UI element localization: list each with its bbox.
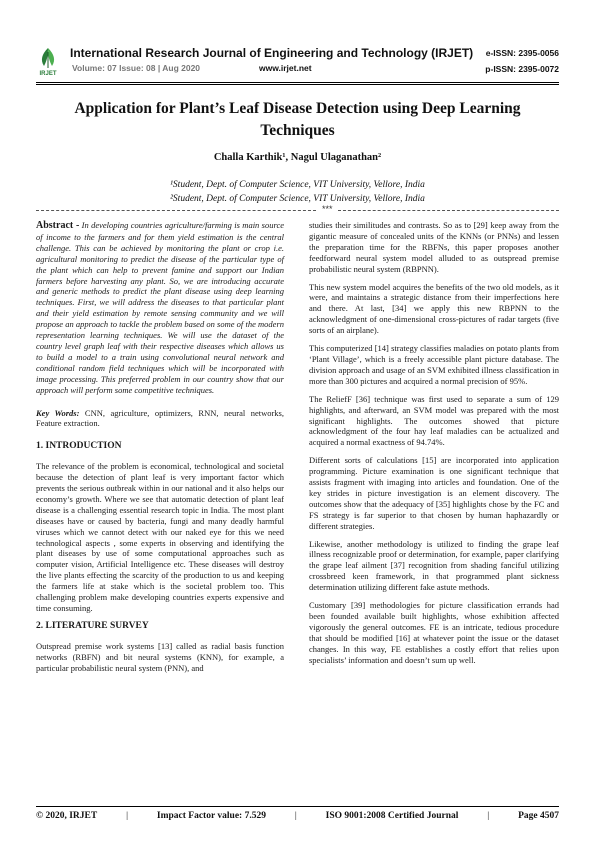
paragraph: This new system model acquires the benefits of the two old models, as it were, and maintains a strategic distance from their imperfections here and there. At last, [34] we apply this new RBPNN to the acknowledgment of one-dimensional cross-pictures of radar targets (five sorts of an airplane). bbox=[309, 281, 559, 336]
footer-iso: ISO 9001:2008 Certified Journal bbox=[325, 811, 459, 821]
affiliation-2: ²Student, Dept. of Computer Science, VIT University, Vellore, India bbox=[170, 194, 425, 204]
section-heading-introduction: 1. INTRODUCTION bbox=[36, 441, 122, 452]
logo-text: IRJET bbox=[39, 71, 57, 76]
introduction-paragraph: The relevance of the problem is economical, technological and societal because the detection of plant leaf is very important factor which prevents the serious outbreak within in our national and it also helps our economy’s growth. Where we see that automatic detection of plant leaf disease is a challenging essential research topic in India. The most plant diseases have or caused by bacteria, fungi and many deadly harmful viruses which we cannot detect with our naked eye for this we need technological aspects , some experts in observing and identifying the plant diseases by use of some computational approaches such as computer vision, Artificial Intelligence etc. These diseases will destroy the live plants effecting the scarcity of the production to us and keeping the farmers life at stake which is the societal problem too. This challenging problem make developing countries experts expensive and time consuming. bbox=[36, 461, 284, 613]
volume-issue: Volume: 07 Issue: 08 | Aug 2020 bbox=[72, 63, 201, 73]
affiliation-1: ¹Student, Dept. of Computer Science, VIT University, Vellore, India bbox=[170, 180, 425, 190]
header-rule-secondary bbox=[36, 84, 559, 85]
paragraph: studies their similitudes and contrasts. So as to [29] keep away from the gigantic measure of concealed units of the KNNs (or PNNs) and lessen the preparation time for the RBFNs, this paper proposes another feedforward neural system model alluded to as outspread premise probabilistic neural system (RBPNN). bbox=[309, 220, 559, 274]
irjet-logo bbox=[36, 46, 60, 76]
paper-title: Application for Plant’s Leaf Disease Detection using Deep Learning Techniques bbox=[74, 100, 521, 139]
keywords bbox=[36, 408, 284, 430]
section-separator bbox=[36, 206, 559, 214]
page-header bbox=[36, 44, 559, 80]
paragraph: Likewise, another methodology is utilized to finding the grape leaf illness recognizable proof or determination, for example, paper clarifying the grape leaf ailment [37] recognition from shading fanciful utilizing crossbreed keen framework, in that programmed plant sickness determination utilizing different fake astute methods. bbox=[309, 538, 559, 593]
literature-survey-paragraph: Outspread premise work systems [13] called as radial basis function networks (RBFN) and bit neural systems (KNN), for example, a particular probabilistic neural system (PNN), and bbox=[36, 640, 284, 673]
abstract-text: In developing countries agriculture/farming is main source of income to the farmers and for them yield estimation is the central challenge. This can be achieved by monitoring the plant or crop i.e. agricultural monitoring to predict the disease of the particular type of the plant which can help to prevent famine and support our Indian farmers before harvesting any plant. So, we are introducing accurate and generic methods to predict the plant disease using deep learning techniques. First, we will address the diseases to that particular plant and their yield estimation by remote sensing community and we will propose an approach to tackle the problem based on some of the modern representation learning techniques. We will use the dataset of the country level graph leaf with their respective diseases which allows us to build a model to a train using convolutional neural network and conditional random field techniques which will be incorporated with image processing. This preferred problem in our country show that our approach will perform some competitive techniques. bbox=[36, 220, 285, 395]
keywords-label: Key Words: bbox=[36, 407, 80, 418]
footer-impact-factor: Impact Factor value: 7.529 bbox=[156, 811, 266, 821]
abstract bbox=[36, 220, 284, 396]
separator-stars: *** bbox=[322, 204, 333, 214]
keywords-text: CNN, agriculture, optimizers, RNN, neural networks, Feature extraction. bbox=[36, 407, 284, 429]
section-heading-literature-survey: 2. LITERATURE SURVEY bbox=[36, 620, 149, 631]
left-column bbox=[36, 220, 284, 681]
paragraph: Different sorts of calculations [15] are incorporated into application programming. Picture examination is one significant technique that assists fragment with imaging into articles and foundation. One of the key strides in picture investigation is an element discovery. The outcomes show that the adequacy of [35] highlights chose by the FC and FS strategy is far superior to that chosen by human haphazardly or different strategies. bbox=[309, 455, 559, 531]
paragraph: This computerized [14] strategy classifies maladies on potato plants from ‘Plant Village’, which is a freely accessible plant picture database. The division approach and usage of an SVM exhibited illness classification in more than 300 pictures and acquired a normal precision of 95%. bbox=[309, 343, 559, 386]
paper-authors: Challa Karthik¹, Nagul Ulaganathan² bbox=[213, 152, 382, 163]
footer-rule bbox=[36, 806, 559, 807]
p-issn: p-ISSN: 2395-0072 bbox=[485, 64, 559, 74]
footer-divider: | bbox=[126, 811, 128, 821]
right-column bbox=[309, 220, 559, 673]
paragraph: The ReliefF [36] technique was first used to separate a sum of 129 highlights, and afterward, an SVM model was prepared with the most significant highlights. The outcomes showed that picture acknowledgment of the four hay leaf maladies can be actualized and acquired a normal exactness of 94.74%. bbox=[309, 393, 559, 448]
journal-website-link[interactable]: www.irjet.net bbox=[259, 63, 312, 73]
abstract-label: Abstract - bbox=[36, 220, 80, 231]
journal-title: International Research Journal of Engineering and Technology (IRJET) bbox=[70, 46, 474, 60]
header-rule bbox=[36, 82, 559, 83]
footer-divider: | bbox=[294, 811, 297, 821]
footer-copyright: © 2020, IRJET bbox=[36, 811, 98, 821]
footer-divider: | bbox=[487, 811, 490, 821]
e-issn: e-ISSN: 2395-0056 bbox=[485, 48, 559, 58]
footer-page-number: Page 4507 bbox=[518, 811, 559, 821]
paragraph: Customary [39] methodologies for picture classification errands had been founded available built highlights, whose exhibition affected vigorously the general outcomes. FE is an intricate, tedious procedure that should be modified [16] at whatever point the issue or the dataset changes. In this way, FE establishes a costly effort that relies upon specialists’ information and doesn’t sum up well. bbox=[309, 600, 559, 665]
page-footer bbox=[36, 811, 559, 821]
